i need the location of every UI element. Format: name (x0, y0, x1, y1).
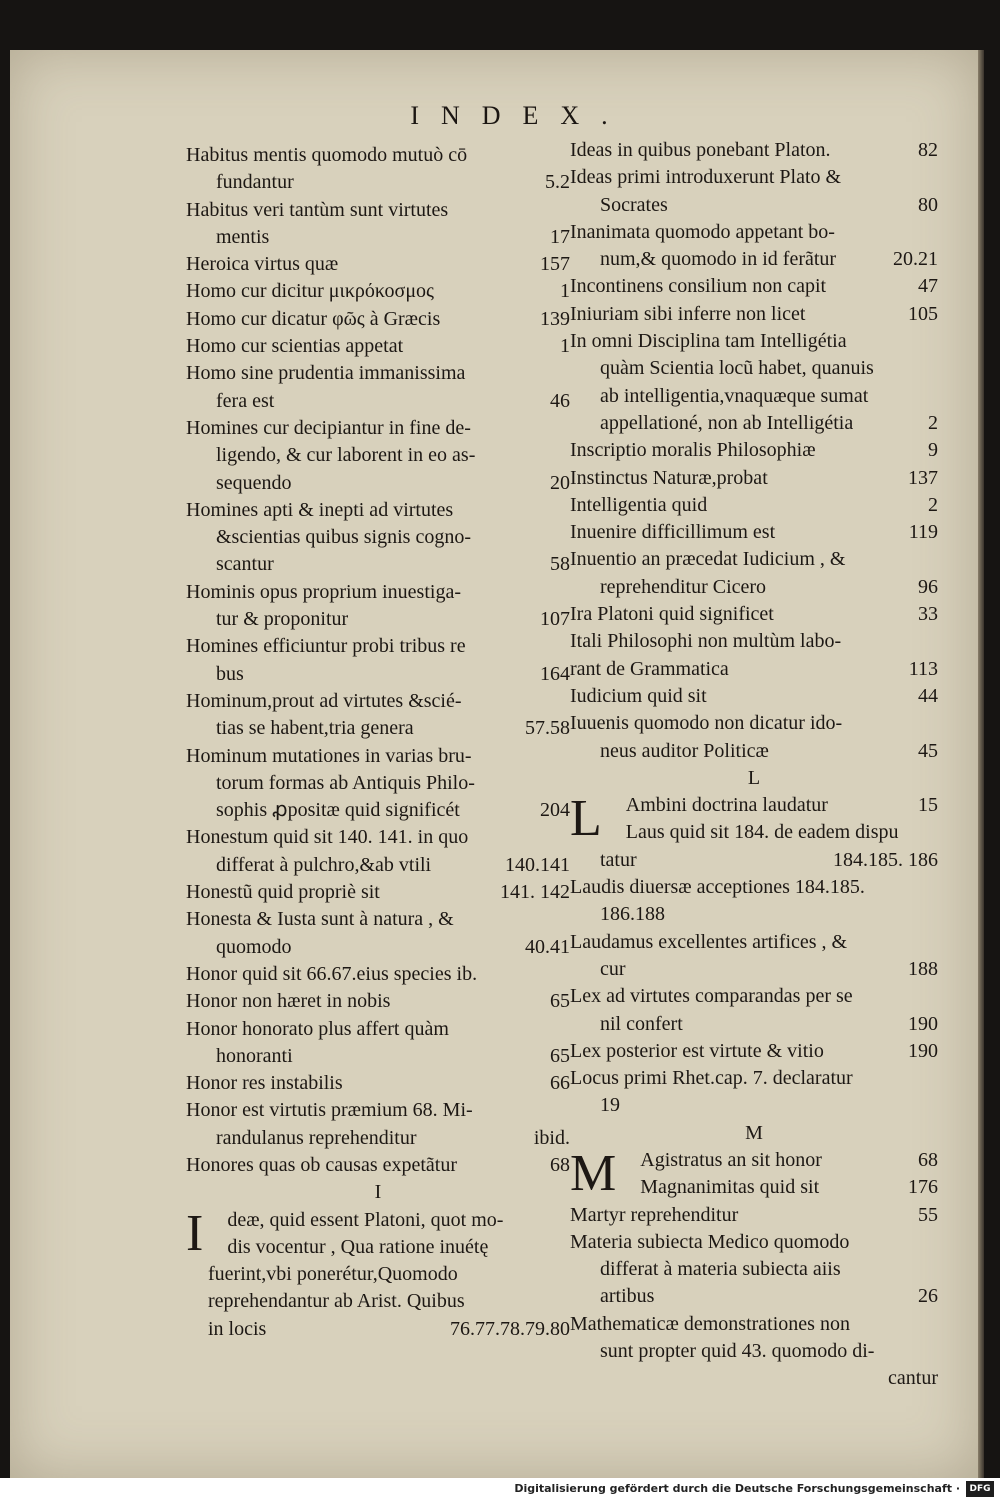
left-index-line (186, 497, 570, 524)
index-entry-text: sunt propter quid 43. quomodo di- (600, 1340, 875, 1363)
index-entry-text: Socrates (600, 193, 668, 216)
index-page-ref: 58 (550, 553, 570, 576)
index-page-ref: 68 (918, 1148, 938, 1171)
section-letter: I (374, 1181, 382, 1204)
index-entry-text: Honores quas ob causas expetãtur (186, 1153, 458, 1176)
left-index-line (186, 961, 570, 988)
index-page-ref: 1 (560, 280, 570, 303)
index-entry-text: Iniuriam sibi inferre non licet (570, 302, 806, 325)
left-index-line (186, 415, 570, 442)
right-index-line (570, 628, 938, 655)
left-index-line (186, 360, 570, 387)
right-index-line (570, 874, 938, 901)
index-entry-text: Ambini doctrina laudatur (625, 794, 828, 817)
index-entry-text: quàm Scientia locũ habet, quanuis (600, 357, 874, 380)
left-index-line (186, 551, 570, 578)
left-index-line (186, 1125, 570, 1152)
index-page-ref: 1 (560, 335, 570, 358)
index-entry-text: 19 (600, 1094, 620, 1117)
left-index-line (186, 1261, 570, 1288)
section-letter: L (747, 766, 761, 789)
index-entry-text: bus (216, 662, 244, 685)
index-page-ref: 45 (918, 739, 938, 762)
left-index-line (186, 770, 570, 797)
right-index-line (570, 574, 938, 601)
page-header: INDEX. (410, 101, 630, 130)
right-index-line (570, 765, 938, 792)
index-page-ref: 80 (918, 193, 938, 216)
index-entry-text: Homo sine prudentia immanissima (186, 362, 466, 385)
right-index-line (570, 1202, 938, 1229)
index-page-ref: 2 (928, 411, 938, 434)
left-index-line (186, 169, 570, 196)
index-page-ref: 82 (918, 139, 938, 161)
right-index-line (570, 465, 938, 492)
index-entry-text: Martyr reprehenditur (570, 1203, 739, 1226)
left-index-line (186, 824, 570, 851)
right-index-line (570, 710, 938, 737)
index-entry-text: fundantur (216, 171, 294, 194)
index-page-ref: 47 (918, 275, 938, 298)
left-index-line (186, 1152, 570, 1179)
right-index-line (604, 792, 938, 819)
index-entry-text: Iuuenis quomodo non dicatur ido- (570, 712, 843, 735)
index-entry-text: Honor non hæret in nobis (186, 990, 391, 1013)
index-page-ref: 57.58 (525, 717, 570, 740)
index-page-ref: 5.2 (545, 171, 570, 194)
index-entry-text: Agistratus an sit honor (640, 1148, 822, 1171)
index-entry-text: fera est (216, 389, 275, 412)
index-entry-text: ab intelligentia,vnaquæque sumat (600, 384, 869, 407)
index-entry-text: Habitus mentis quomodo mutuò cō (186, 144, 468, 166)
right-index-line (570, 656, 938, 683)
right-index-line (570, 383, 938, 410)
index-page-ref: 20.21 (893, 248, 938, 271)
index-entry-text: Iudicium quid sit (570, 684, 707, 707)
index-entry-text: Laudis diuersæ acceptiones 184.185. (570, 876, 865, 899)
left-index-line (186, 224, 570, 251)
index-entry-text: Incontinens consilium non capit (570, 275, 827, 298)
index-entry-text: cur (600, 957, 626, 980)
drop-cap-letter: M (570, 1144, 617, 1202)
index-page-ref: 164 (540, 662, 570, 685)
index-entry-text: num,& quomodo in id ferãtur (600, 248, 837, 271)
right-index-line (570, 929, 938, 956)
right-index-line (570, 1065, 938, 1092)
page-edge (978, 50, 984, 1478)
right-index-line (570, 1038, 938, 1065)
index-entry-text: Itali Philosophi non multùm labo- (570, 630, 842, 653)
right-index-line (570, 301, 938, 328)
index-entry-text: tatur (600, 848, 637, 871)
index-entry-text: appellationé, non ab Intelligétia (600, 411, 854, 434)
left-index-line (205, 1207, 570, 1234)
left-index-line (186, 142, 570, 169)
left-index-line (186, 688, 570, 715)
index-page-ref: 113 (908, 657, 938, 680)
right-index-line (570, 1011, 938, 1038)
left-index-line (186, 1179, 570, 1206)
index-entry-text: Homines apti & inepti ad virtutes (186, 498, 454, 521)
index-page-ref: 26 (918, 1285, 938, 1308)
left-index-line (186, 442, 570, 469)
index-page-ref: 119 (908, 521, 938, 544)
left-index-line (186, 278, 570, 305)
right-index-line (570, 546, 938, 573)
index-entry-text: ligendo, & cur laborent in eo as- (216, 444, 476, 467)
right-index-line (570, 164, 938, 191)
right-index-line (570, 519, 938, 546)
right-index-line (570, 956, 938, 983)
left-index-column (186, 142, 570, 1343)
right-index-line (570, 137, 938, 164)
left-index-line (186, 388, 570, 415)
index-page-ref: ibid. (533, 1126, 570, 1149)
left-index-line (186, 715, 570, 742)
index-entry-text: Laudamus excellentes artifices , & (570, 930, 848, 953)
right-index-line (570, 492, 938, 519)
dfg-logo: DFG (966, 1481, 994, 1497)
index-entry-text: Intelligentia quid (570, 493, 708, 516)
right-index-line (570, 437, 938, 464)
index-entry-text: Ideas primi introduxerunt Plato & (570, 166, 842, 189)
index-entry-text: tias se habent,tria genera (216, 717, 414, 740)
left-index-line (186, 1288, 570, 1315)
left-index-line (186, 1097, 570, 1124)
index-entry-text: Mathematicæ demonstrationes non (570, 1312, 850, 1335)
index-page-ref: 2 (928, 493, 938, 516)
drop-cap-letter: L (570, 790, 602, 848)
index-page-ref: 107 (540, 608, 570, 631)
right-index-line (570, 410, 938, 437)
index-entry-text: neus auditor Politicæ (600, 739, 769, 762)
left-index-line (186, 197, 570, 224)
right-index-line (604, 819, 938, 846)
index-entry-text: Locus primi Rhet.cap. 7. declaratur (570, 1067, 853, 1090)
index-page-ref: 44 (918, 684, 938, 707)
right-index-line (570, 1311, 938, 1338)
index-entry-text: deæ, quid essent Platoni, quot mo- (227, 1208, 504, 1231)
index-entry-text: sequendo (216, 471, 292, 494)
index-page-ref: 46 (550, 389, 570, 412)
index-entry-text: reprehendantur ab Arist. Quibus (208, 1290, 465, 1313)
index-entry-text: rant de Grammatica (570, 657, 729, 680)
index-entry-text: nil confert (600, 1012, 683, 1035)
index-entry-text: Materia subiecta Medico quomodo (570, 1230, 850, 1253)
left-index-line (186, 470, 570, 497)
left-index-line (186, 1016, 570, 1043)
index-entry-text: In omni Disciplina tam Intelligétia (570, 330, 847, 353)
right-index-line (570, 273, 938, 300)
index-entry-text: scantur (216, 553, 274, 576)
right-index-line (570, 983, 938, 1010)
index-page-ref: 20 (550, 471, 570, 494)
right-index-line (570, 1092, 938, 1119)
index-page-ref: 76.77.78.79.80 (450, 1317, 570, 1340)
index-page-ref: 68 (550, 1153, 570, 1176)
left-index-line (186, 579, 570, 606)
left-index-line (186, 934, 570, 961)
section-letter: M (745, 1121, 763, 1144)
index-page-ref: 105 (908, 302, 938, 325)
index-page-ref: 65 (550, 1044, 570, 1067)
right-index-line (570, 847, 938, 874)
index-entry-text: torum formas ab Antiquis Philo- (216, 771, 475, 794)
index-page-ref: 176 (908, 1176, 938, 1199)
index-entry-text: Inscriptio moralis Philosophiæ (570, 439, 816, 462)
left-index-line (186, 879, 570, 906)
index-entry-text: artibus (600, 1285, 655, 1308)
right-index-line (570, 1229, 938, 1256)
left-index-line (205, 1234, 570, 1261)
index-entry-text: Homo cur dicatur φῶς à Græcis (186, 307, 441, 330)
index-entry-text: Honor quid sit 66.67.eius species ib. (186, 962, 478, 985)
index-entry-text: mentis (216, 225, 270, 248)
index-entry-text: Laus quid sit 184. de eadem dispu (625, 821, 899, 844)
right-index-line (570, 1338, 938, 1365)
index-page-ref: 65 (550, 990, 570, 1013)
index-entry-text: fuerint,vbi ponerétur,Quomodo (208, 1263, 458, 1286)
index-page-ref: 188 (908, 957, 938, 980)
index-page-ref: 55 (918, 1203, 938, 1226)
index-entry-text: Homo cur scientias appetat (186, 335, 404, 358)
index-entry-text: 186.188 (600, 903, 665, 926)
index-page-ref: 190 (908, 1012, 938, 1035)
index-entry-text: Inuenire difficillimum est (570, 521, 776, 544)
index-entry-text: cantur (888, 1367, 938, 1390)
index-page-ref: 66 (550, 1072, 570, 1095)
index-entry-text: Honesta & Iusta sunt à natura , & (186, 908, 454, 931)
right-index-line (570, 1256, 938, 1283)
right-index-line (570, 1120, 938, 1147)
index-entry-text: Ideas in quibus ponebant Platon. (570, 139, 831, 161)
left-index-line (186, 743, 570, 770)
right-index-line (570, 192, 938, 219)
left-index-line (186, 251, 570, 278)
index-entry-text: reprehenditur Cicero (600, 575, 767, 598)
left-index-line (186, 333, 570, 360)
index-entry-text: Lex ad virtutes comparandas per se (570, 985, 853, 1008)
left-index-line (186, 1070, 570, 1097)
footer-bar (0, 1478, 1000, 1502)
drop-cap-letter: I (186, 1204, 204, 1262)
index-page-ref: 15 (918, 794, 938, 817)
index-entry-text: Heroica virtus quæ (186, 253, 339, 276)
index-entry-text: in locis (208, 1317, 267, 1340)
index-entry-text: tur & proponitur (216, 608, 349, 631)
index-entry-text: Hominum,prout ad virtutes &scié- (186, 689, 462, 712)
left-index-line (186, 661, 570, 688)
right-index-line (570, 683, 938, 710)
left-index-line (186, 988, 570, 1015)
index-entry-text: Inanimata quomodo appetant bo- (570, 220, 835, 243)
index-page-ref: 139 (540, 307, 570, 330)
right-index-line (570, 738, 938, 765)
index-entry-text: Homines efficiuntur probi tribus re (186, 635, 466, 658)
footer-funding-note: Digitalisierung gefördert durch die Deutsche Forschungsgemeinschaft · (514, 1482, 960, 1495)
index-entry-text: Magnanimitas quid sit (640, 1176, 820, 1199)
index-entry-text: Honor honorato plus affert quàm (186, 1017, 449, 1040)
index-entry-text: randulanus reprehenditur (216, 1126, 417, 1149)
right-index-line (618, 1147, 938, 1174)
index-entry-text: Hominum mutationes in varias bru- (186, 744, 472, 767)
right-index-line (570, 355, 938, 382)
index-entry-text: Honor res instabilis (186, 1072, 343, 1095)
index-page-ref: 96 (918, 575, 938, 598)
left-index-line (186, 606, 570, 633)
index-page-ref: 184.185. 186 (833, 848, 938, 871)
right-index-column (570, 137, 938, 1393)
right-index-line (618, 1174, 938, 1201)
index-page-ref: 33 (918, 603, 938, 626)
index-page-ref: 157 (540, 253, 570, 276)
left-index-line (186, 524, 570, 551)
index-entry-text: differat à pulchro,&ab vtili (216, 853, 432, 876)
right-index-line (570, 328, 938, 355)
index-entry-text: differat à materia subiecta aiis (600, 1258, 841, 1281)
index-page-ref: 204 (540, 799, 570, 822)
right-index-line (570, 601, 938, 628)
index-page-ref: 9 (928, 439, 938, 462)
index-page-ref: 140.141 (505, 853, 570, 876)
index-entry-text: sophis ꝓpositæ quid significét (216, 799, 460, 822)
left-index-line (186, 306, 570, 333)
index-entry-text: Honestum quid sit 140. 141. in quo (186, 826, 469, 849)
left-index-line (186, 797, 570, 824)
right-index-line (570, 1283, 938, 1310)
index-entry-text: Honor est virtutis præmium 68. Mi- (186, 1099, 473, 1122)
left-index-line (186, 852, 570, 879)
index-entry-text: Ira Platoni quid significet (570, 603, 774, 626)
index-entry-text: quomodo (216, 935, 292, 958)
left-index-line (186, 1316, 570, 1343)
index-page-ref: 137 (908, 466, 938, 489)
index-entry-text: Homines cur decipiantur in fine de- (186, 416, 471, 439)
index-page-ref: 17 (550, 225, 570, 248)
index-page-ref: 40.41 (525, 935, 570, 958)
index-entry-text: Habitus veri tantùm sunt virtutes (186, 198, 449, 221)
index-page-ref: 190 (908, 1039, 938, 1062)
index-entry-text: Hominis opus proprium inuestiga- (186, 580, 461, 603)
index-entry-text: Homo cur dicitur μικρόκοσμος (186, 280, 434, 303)
index-entry-text: honoranti (216, 1044, 293, 1067)
left-index-line (186, 906, 570, 933)
index-entry-text: Instinctus Naturæ,probat (570, 466, 768, 489)
index-entry-text: Honestũ quid propriè sit (186, 881, 380, 904)
index-entry-text: &scientias quibus signis cogno- (216, 526, 471, 549)
right-index-line (570, 901, 938, 928)
right-index-line (570, 1365, 938, 1392)
right-index-line (570, 246, 938, 273)
index-entry-text: Inuentio an præcedat Iudicium , & (570, 548, 846, 571)
right-index-line (570, 219, 938, 246)
index-entry-text: dis vocentur , Qua ratione inuétę (227, 1235, 489, 1258)
index-entry-text: Lex posterior est virtute & vitio (570, 1039, 824, 1062)
left-index-line (186, 1043, 570, 1070)
index-page-ref: 141. 142 (500, 881, 570, 904)
left-index-line (186, 633, 570, 660)
